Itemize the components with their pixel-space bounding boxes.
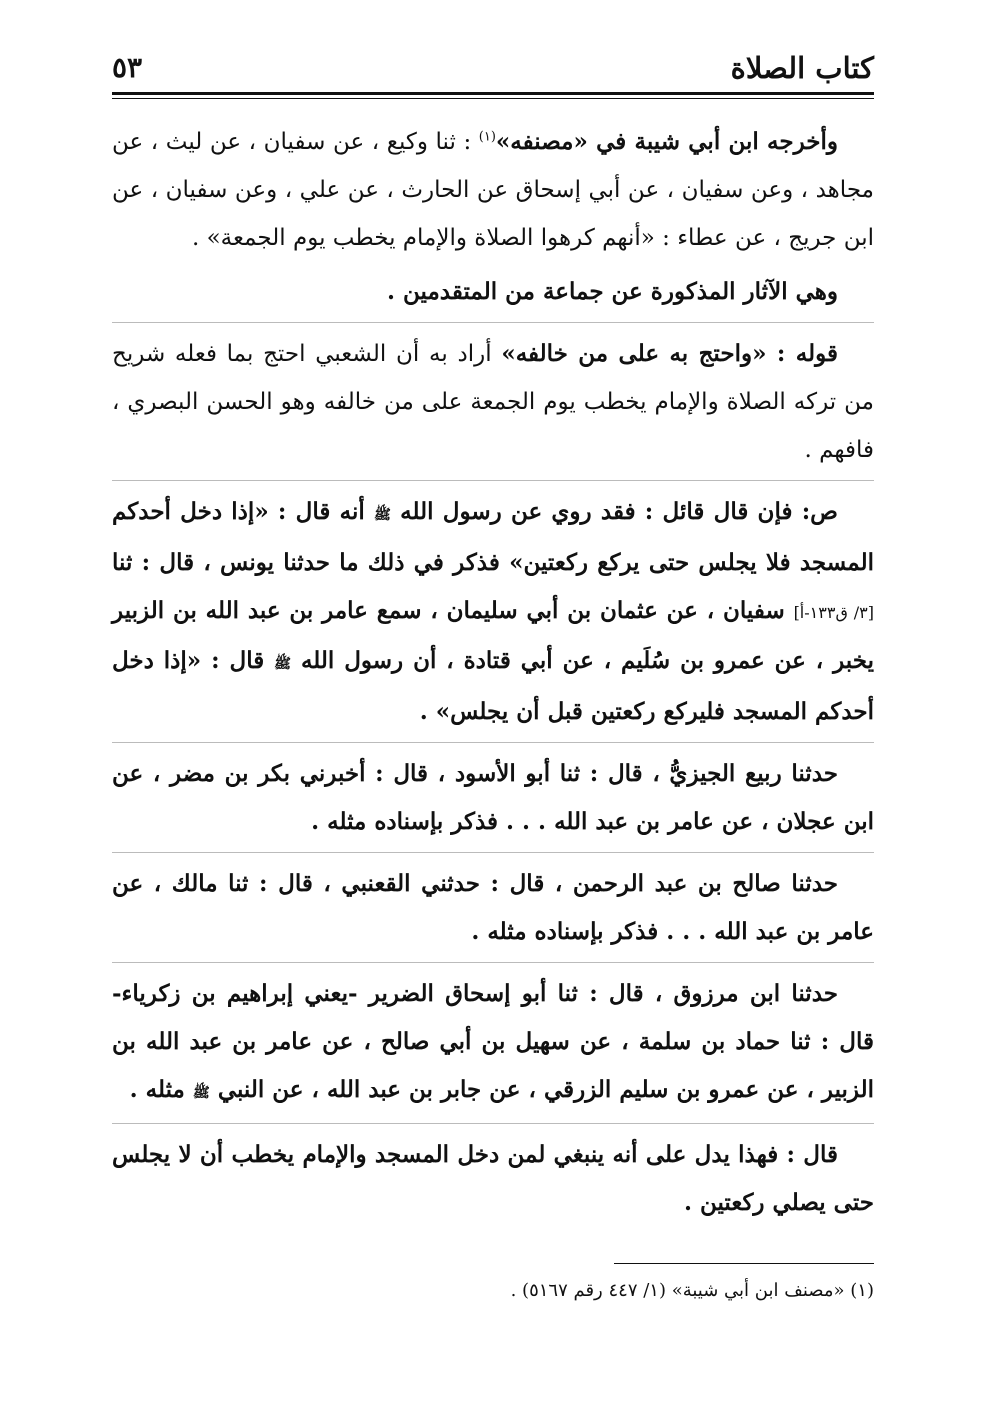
paragraph-divider [112,742,874,744]
header-rule-thick [112,92,874,95]
paragraph-4-text-a: ص: فإن قال قائل : فقد روي عن رسول الله [390,498,838,525]
footnote: (١) «مصنف ابن أبي شيبة» (١/ ٤٤٧ رقم ٥١٦٧) . [510,1280,874,1301]
salla-symbol: ﷺ [274,656,292,672]
paragraph-1-lead: وأخرجه ابن أبي شيبة في «مصنفه» [495,128,838,155]
paragraph-1-text: : ثنا وكيع ، عن سفيان ، عن ليث ، عن مجاهد ، وعن سفيان ، عن أبي إسحاق عن الحارث ، عن علي ، وعن سفيان ، عن ابن جريج ، عن عطاء : «أنهم كرهوا الصلاة والإمام يخطب يوم الجمعة» . [112,129,874,251]
paragraph-1 [112,118,874,262]
paragraph-4-text-b: أنه قال : «إذا دخل أحدكم المسجد فلا يجلس حتى يركع ركعتين» فذكر في ذلك ما حدثنا يونس ، قال : ثنا [112,498,874,576]
paragraph-divider [112,962,874,964]
paragraph-3-lead: قوله : «واحتج به على من خالفه» [501,340,838,367]
paragraph-2: وهي الآثار المذكورة عن جماعة من المتقدمين . [387,278,838,305]
paragraph-4 [112,488,874,736]
page-header [112,44,874,88]
manuscript-reference: [٣/ ق١٣٣-أ] [793,603,874,622]
paragraph-4-text-c: سفيان ، عن عثمان بن أبي سليمان ، سمع عامر بن عبد الله بن الزبير يخبر ، عن عمرو بن سُلَيم ، عن أبي قتادة ، أن رسول الله [112,597,874,674]
paragraph-divider [112,480,874,482]
footnote-rule [614,1263,874,1264]
running-title: كتاب الصلاة [730,51,874,85]
paragraph-8: قال : فهذا يدل على أنه ينبغي لمن دخل المسجد والإمام يخطب أن لا يجلس حتى يصلي ركعتين . [112,1141,874,1216]
main-text [112,118,874,1233]
paragraph-5: حدثنا ربيع الجيزيُّ ، قال : ثنا أبو الأسود ، قال : أخبرني بكر بن مضر ، عن ابن عجلان ، عن عامر بن عبد الله . . . فذكر بإسناده مثله . [112,760,874,835]
paragraph-6: حدثنا صالح بن عبد الرحمن ، قال : حدثني القعنبي ، قال : ثنا مالك ، عن عامر بن عبد الله . . . فذكر بإسناده مثله . [112,870,874,945]
paragraph-divider [112,852,874,854]
salla-symbol: ﷺ [373,507,391,523]
page-number: ٥٣ [112,51,143,84]
paragraph-divider [112,322,874,324]
header-rule-thin [112,98,874,99]
paragraph-3-text: أراد به أن الشعبي احتج بما فعله شريح من تركه الصلاة والإمام يخطب يوم الجمعة على من خالفه وهو الحسن البصري ، فافهم . [112,341,874,463]
paragraph-7 [112,970,874,1117]
paragraph-4-text-d: قال : «إذا دخل أحدكم المسجد فليركع ركعتين قبل أن يجلس» . [112,647,874,725]
paragraph-7-text-b: مثله . [129,1076,193,1103]
paragraph-3 [112,330,874,474]
salla-symbol: ﷺ [192,1085,210,1101]
footnote-reference: (١) [478,129,496,145]
paragraph-7-text-a: حدثنا ابن مرزوق ، قال : ثنا أبو إسحاق الضرير -يعني إبراهيم بن زكرياء- قال : ثنا حماد بن سلمة ، عن سهيل بن أبي صالح ، عن عامر بن عبد الله بن الزبير ، عن عمرو بن سليم الزرقي ، عن جابر بن عبد الله ، عن النبي [112,980,874,1103]
paragraph-divider [112,1123,874,1125]
